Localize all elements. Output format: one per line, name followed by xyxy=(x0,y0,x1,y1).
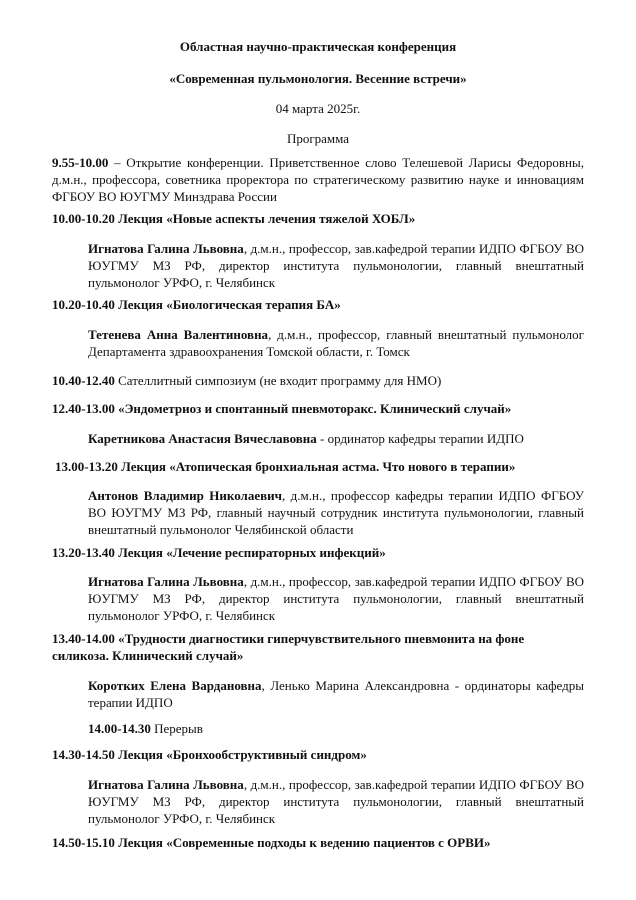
item-title: Лекция «Биологическая терапия БА» xyxy=(114,297,341,312)
speaker-block xyxy=(88,326,584,360)
speaker-info: , д.м.н., профессор, зав.кафедрой терапии ИДПО ФГБОУ ВО ЮУГМУ МЗ РФ, директор института пульмонологии, главный внештатный пульмонолог УРФО, г. Челябинск xyxy=(88,241,585,290)
item-time: 12.40-13.00 xyxy=(52,401,115,416)
speaker-name: Антонов Владимир Николаевич xyxy=(88,488,282,503)
speaker-name: Игнатова Галина Львовна xyxy=(88,777,244,792)
speaker-block xyxy=(88,573,584,624)
program-item-lecture xyxy=(52,544,584,561)
speaker-info: - ординатор кафедры терапии ИДПО xyxy=(316,431,524,446)
speaker-name: Коротких Елена Вардановна xyxy=(88,678,262,693)
item-time: 13.00-13.20 xyxy=(55,459,118,474)
conference-date: 04 марта 2025г. xyxy=(275,101,361,116)
item-time: 14.30-14.50 xyxy=(52,747,115,762)
item-title: Лекция «Современные подходы к ведению пациентов с ОРВИ» xyxy=(114,835,491,850)
item-title: Лекция «Новые аспекты лечения тяжелой ХОБЛ» xyxy=(114,211,416,226)
program-item-opening xyxy=(52,154,584,205)
program-item-case xyxy=(52,400,584,417)
item-time: 10.00-10.20 xyxy=(52,211,115,226)
program-item-case xyxy=(52,630,584,664)
item-title: «Трудности диагностики гиперчувствительного пневмонита на фоне силикоза. Клинический случай» xyxy=(52,631,525,663)
program-item-lecture xyxy=(52,210,584,227)
program-item-symposium xyxy=(52,372,584,389)
program-item-lecture xyxy=(52,746,584,763)
speaker-block xyxy=(88,677,584,711)
item-title: Лекция «Бронхообструктивный синдром» xyxy=(114,747,367,762)
speaker-name: Каретникова Анастасия Вячеславовна xyxy=(88,431,317,446)
speaker-block xyxy=(88,240,584,291)
conference-title: Областная научно-практическая конференция xyxy=(179,39,457,54)
item-title: Перерыв xyxy=(150,721,203,736)
speaker-name: Тетенева Анна Валентиновна xyxy=(88,327,269,342)
item-time: 10.40-12.40 xyxy=(52,373,115,388)
item-time: 14.50-15.10 xyxy=(52,835,115,850)
program-item-lecture xyxy=(55,458,587,475)
item-title: Лекция «Атопическая бронхиальная астма. Что нового в терапии» xyxy=(117,459,516,474)
speaker-info: , д.м.н., профессор, главный внештатный пульмонолог Департамента здравоохранения Томской области, г. Томск xyxy=(88,327,584,359)
program-item-break xyxy=(88,720,584,737)
speaker-info: , д.м.н., профессор, зав.кафедрой терапии ИДПО ФГБОУ ВО ЮУГМУ МЗ РФ, директор института пульмонологии, главный внештатный пульмонолог УРФО, г. Челябинск xyxy=(88,777,585,826)
conference-subtitle: «Современная пульмонология. Весенние встречи» xyxy=(169,71,467,86)
item-time: 10.20-10.40 xyxy=(52,297,115,312)
speaker-block xyxy=(88,776,584,827)
speaker-name: Игнатова Галина Львовна xyxy=(88,241,244,256)
item-title: – Открытие конференции. Приветственное слово Телешевой Ларисы Федоровны, д.м.н., профессора, советника проректора по стратегическому развитию науке и инновациям ФГБОУ ВО ЮУГМУ Минздрава России xyxy=(52,155,584,204)
speaker-info: , д.м.н., профессор кафедры терапии ИДПО ФГБОУ ВО ЮУГМУ МЗ РФ, главный научный сотрудник института пульмонологии, главный внештатный пульмонолог Челябинской области xyxy=(88,488,584,537)
item-time: 14.00-14.30 xyxy=(88,721,151,736)
item-time: 13.20-13.40 xyxy=(52,545,115,560)
item-title: Лекция «Лечение респираторных инфекций» xyxy=(114,545,386,560)
speaker-info: , Ленько Марина Александровна - ординаторы кафедры терапии ИДПО xyxy=(88,678,584,710)
item-title: «Эндометриоз и спонтанный пневмоторакс. Клинический случай» xyxy=(114,401,512,416)
item-time: 9.55-10.00 xyxy=(52,155,109,170)
program-heading: Программа xyxy=(286,131,350,146)
speaker-block xyxy=(88,487,584,538)
program-item-lecture xyxy=(52,296,584,313)
speaker-name: Игнатова Галина Львовна xyxy=(88,574,244,589)
speaker-block xyxy=(88,430,584,447)
item-title: Сателлитный симпозиум (не входит программу для НМО) xyxy=(114,373,442,388)
speaker-info: , д.м.н., профессор, зав.кафедрой терапии ИДПО ФГБОУ ВО ЮУГМУ МЗ РФ, директор института пульмонологии, главный внештатный пульмонолог УРФО, г. Челябинск xyxy=(88,574,585,623)
item-time: 13.40-14.00 xyxy=(52,631,115,646)
program-item-lecture xyxy=(52,834,584,851)
